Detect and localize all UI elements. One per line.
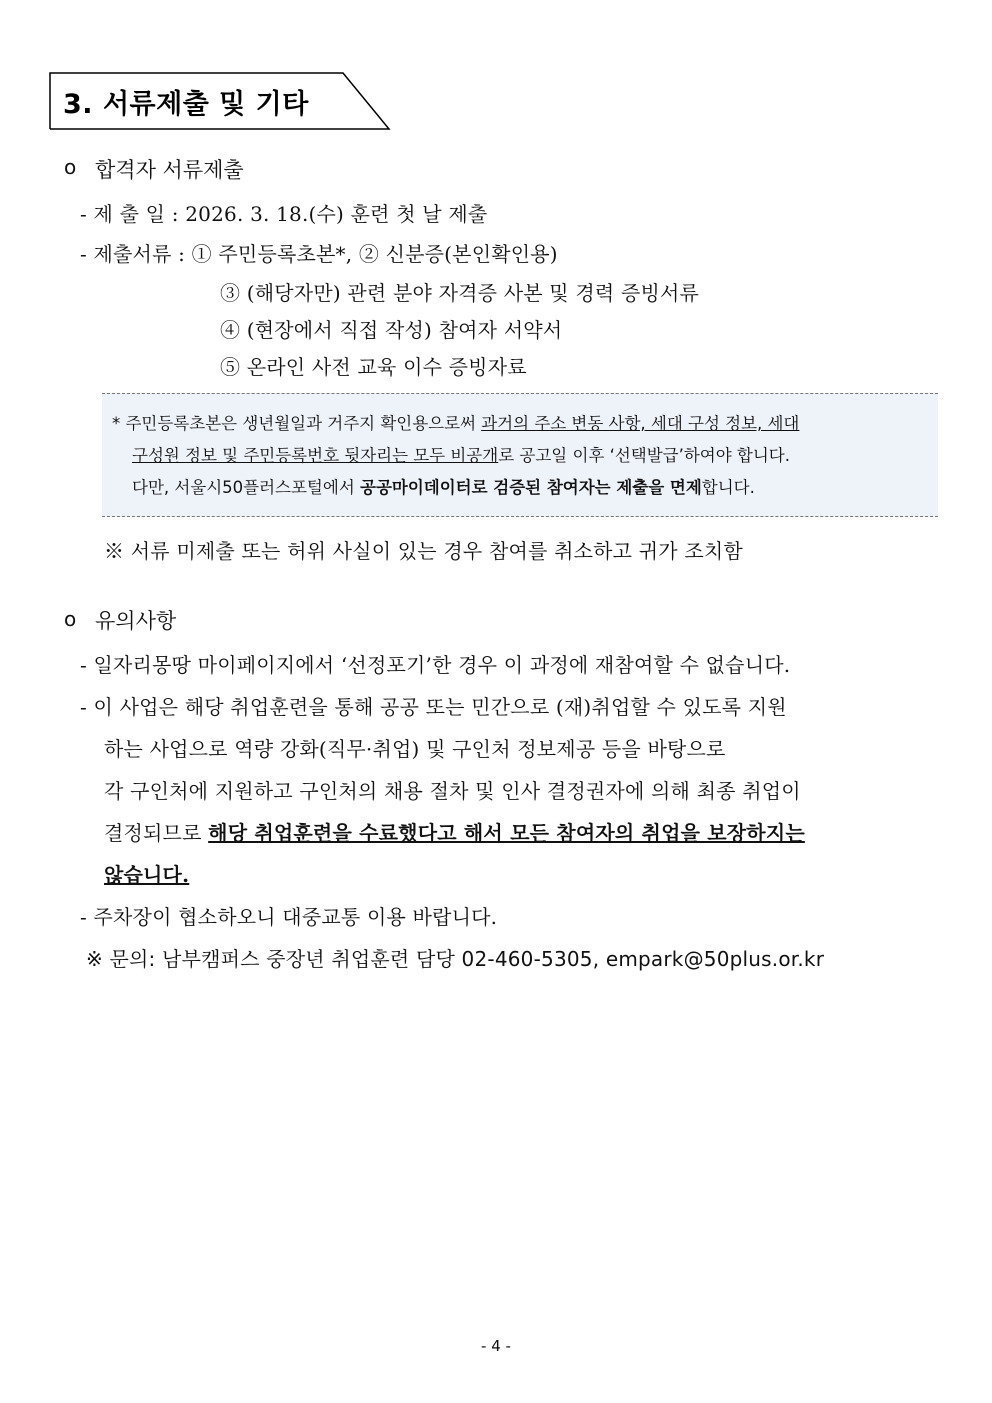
note-line-2: 구성원 정보 및 주민등록번호 뒷자리는 모두 비공개로 공고일 이후 ‘선택발급’하여야 합니다.: [132, 446, 790, 465]
section-title: 3. 서류제출 및 기타: [63, 89, 309, 120]
section-header-tab: [49, 72, 391, 130]
page-number: - 4 -: [481, 1337, 511, 1355]
submit-date-value: 2026. 3. 18.(수) 훈련 첫 날 제출: [185, 202, 488, 226]
caution-item-cont: 하는 사업으로 역량 강화(직무·취업) 및 구인처 정보제공 등을 바탕으로: [104, 737, 726, 761]
cautions-heading: 유의사항: [95, 609, 177, 633]
submission-heading: 합격자 서류제출: [95, 158, 244, 182]
submit-docs-row: [80, 238, 558, 267]
caution-item-cont: 결정되므로 해당 취업훈련을 수료했다고 해서 모든 참여자의 취업을 보장하지는: [104, 821, 805, 845]
doc-item: ③ (해당자만) 관련 분야 자격증 사본 및 경력 증빙서류: [220, 281, 700, 305]
doc-item: ⑤ 온라인 사전 교육 이수 증빙자료: [220, 355, 527, 379]
note-line-1: * 주민등록초본은 생년월일과 거주지 확인용으로써 과거의 주소 변동 사항, 세대 구성 정보, 세대: [112, 414, 800, 433]
employment-disclaimer: 해당 취업훈련을 수료했다고 해서 모든 참여자의 취업을 보장하지는: [208, 821, 805, 845]
doc-item: ① 주민등록초본*, ② 신분증(본인확인용): [191, 242, 558, 266]
contact-info: ※ 문의: 남부캠퍼스 중장년 취업훈련 담당 02-460-5305, empark@50plus.or.kr: [86, 947, 825, 971]
submission-warning: ※ 서류 미제출 또는 허위 사실이 있는 경우 참여를 취소하고 귀가 조치함: [104, 539, 743, 563]
caution-item: - 일자리몽땅 마이페이지에서 ‘선정포기’한 경우 이 과정에 재참여할 수 없습니다.: [80, 653, 791, 677]
employment-disclaimer-end: 않습니다.: [104, 863, 190, 887]
submit-date-label: - 제 출 일 :: [80, 202, 186, 226]
bullet-circle: o: [64, 155, 77, 179]
submit-date-row: [80, 198, 487, 227]
bullet-circle: o: [64, 607, 77, 631]
caution-item: - 주차장이 협소하오니 대중교통 이용 바랍니다.: [80, 905, 498, 929]
resident-register-note: [102, 393, 938, 517]
submit-docs-label: - 제출서류 :: [80, 242, 192, 266]
note-line-3: 다만, 서울시50플러스포털에서 공공마이데이터로 검증된 참여자는 제출을 면제합니다.: [132, 478, 755, 497]
doc-item: ④ (현장에서 직접 작성) 참여자 서약서: [220, 318, 563, 342]
caution-item-cont: 각 구인처에 지원하고 구인처의 채용 절차 및 인사 결정권자에 의해 최종 취업이: [104, 779, 801, 803]
caution-item: - 이 사업은 해당 취업훈련을 통해 공공 또는 민간으로 (재)취업할 수 있도록 지원: [80, 695, 787, 719]
